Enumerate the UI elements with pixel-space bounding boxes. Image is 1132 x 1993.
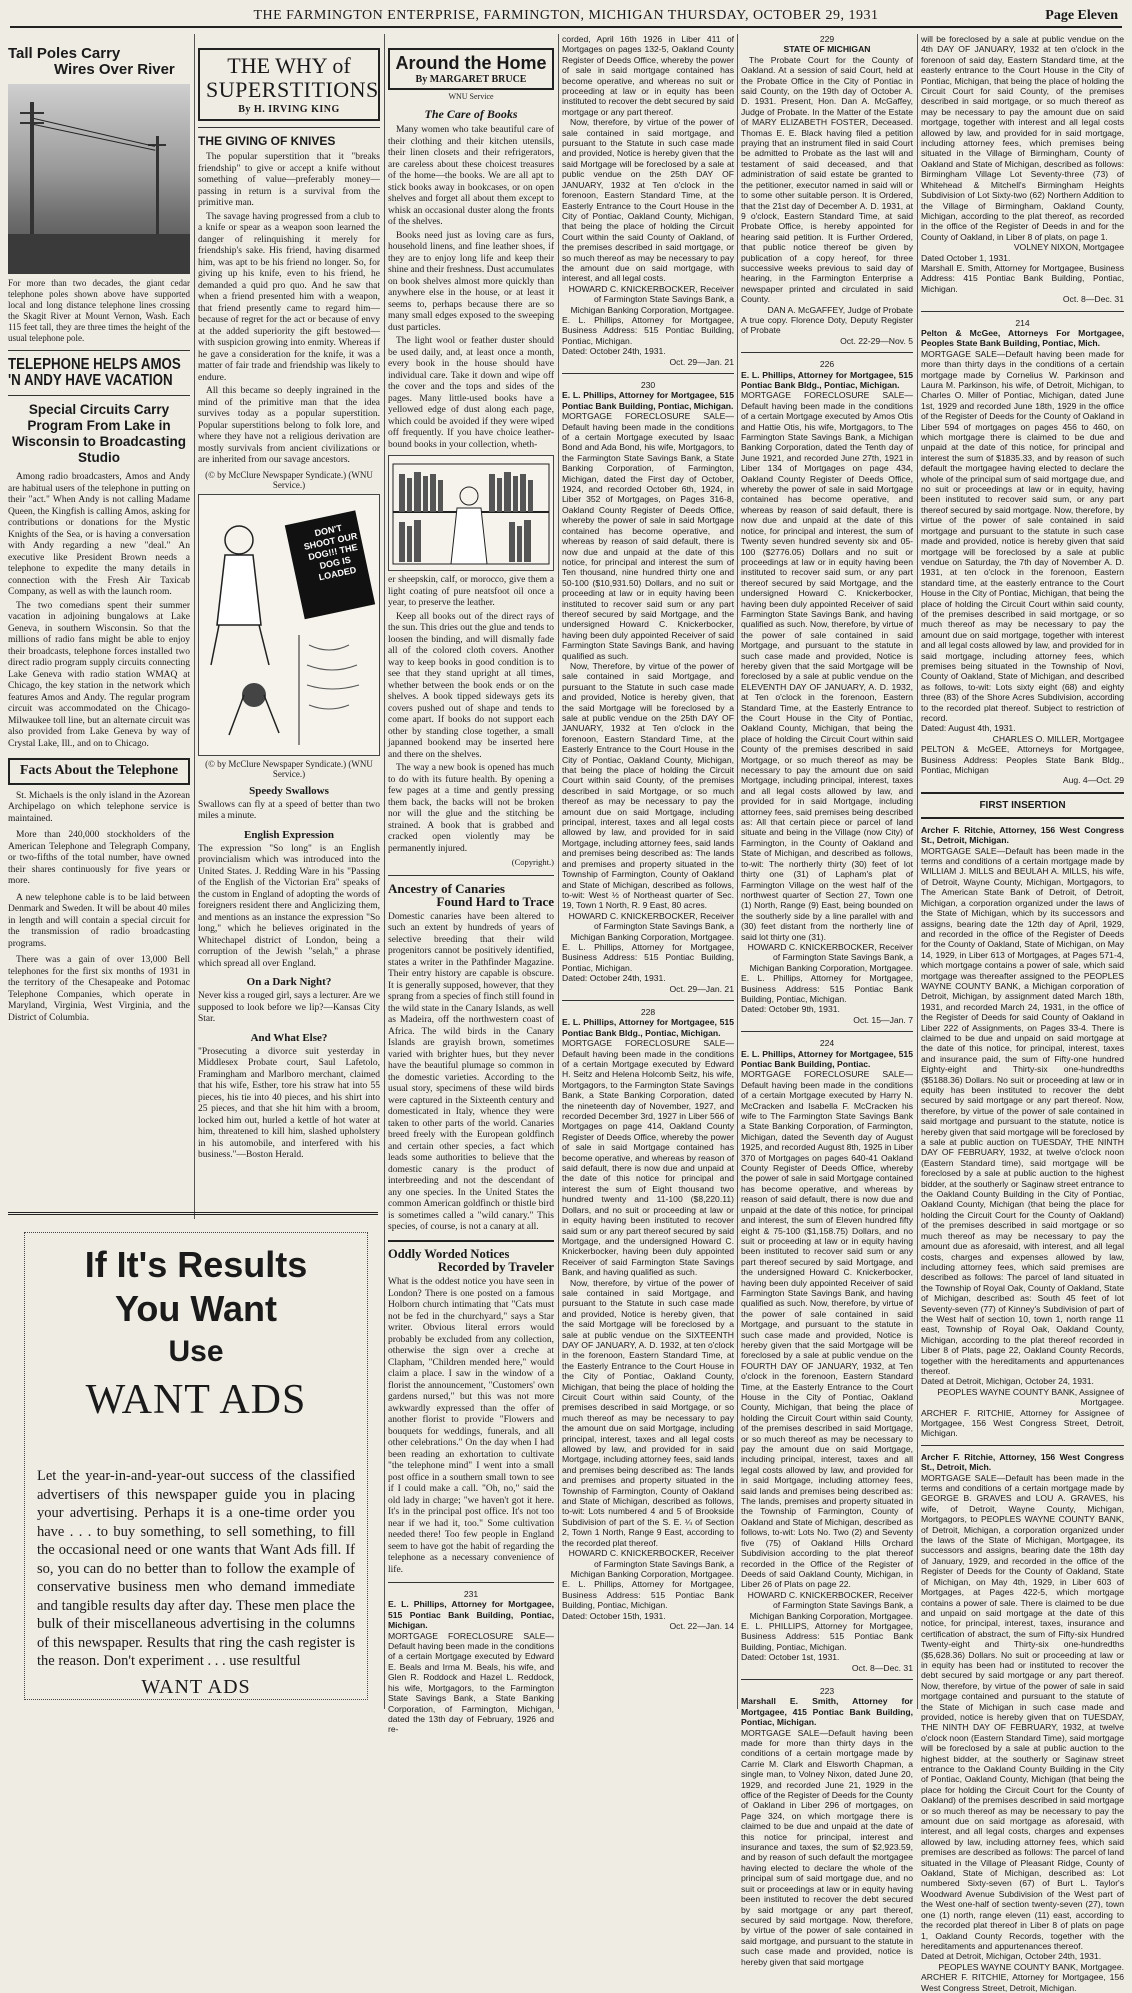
headline-line: Oddly Worded Notices [388, 1246, 510, 1261]
item-body: The expression "So long" is an English provincialism which was introduced into the United States. J. Redding Ware in his "Passing of the English of the Victorian Era" speaks of the custom in England of adopting the words of foreigners resident there and Anglicizing them, and mentions as an instance the expression "So long," which he believes originated in the Whitechapel district of London, being a corruption of the Jewish "selah," a phrase which spread all over England. [198, 843, 380, 969]
notice-date: Dated: October 15th, 1931. [562, 1610, 666, 1621]
headline-line: Ancestry of Canaries [388, 880, 505, 896]
item-title: English Expression [244, 828, 334, 841]
column-legal-notices-1 [562, 34, 734, 1704]
notice-number: 228 [640, 1006, 656, 1017]
amos-andy-body [8, 472, 190, 750]
notice-attorney: E. L. Phillips, Attorney for Mortgagee, 515 Pontiac Bank Building, Pontiac, Michigan. [388, 1599, 554, 1631]
item-title: On a Dark Night? [246, 976, 332, 988]
ad-headline: Use [168, 1335, 224, 1368]
notice-run-dates: Oct. 29—Jan. 21 [669, 983, 734, 994]
wire-icon [34, 124, 155, 151]
column-rule [194, 34, 195, 1219]
item-body: Swallows can fly at a speed of better than two miles a minute. [198, 799, 380, 821]
headline-line: Found Hard to Trace [436, 894, 554, 910]
notice-body: MORTGAGE SALE—Default having been made for more than thirty days in the conditions of a certain mortgage made by Cornelius W. Parkinson and Laura M. Parkinson, his wife, of Detroit, Michigan, to Charles O. Miller of Pontiac, Michigan, dated June 1st, 1929 and recorded June 18th, 1929 in the office of the Register of Deeds for the County of Oakland in Liber 594 of mortgages on pages 456 to 460, on which mortgage there is claimed to be due and unpaid at the date of this notice, for principal and interest the sum of $1835.33, and by reason of such default the mortgagee having elected to declare the whole of the principal sum of said mortgage due, and no suit or proceedings at law or in equity, having been instituted to recover said sum, or any part thereof secured by said mortgage. Now, therefore, by virtue of the power of sale contained in said mortgage and pursuant to the statute in such case made and provided, notice is hereby given that said mortgage will be foreclosed by a sale at public vendue on Saturday, the 7th day of November A. D. 1931, at ten o'clock in the forenoon, Eastern standard time, at the easterly entrance to the Court House in the City of Pontiac, Michigan, that being the place of holding the Circuit Court within said county, of the premises described in said mortgage, or so much thereof as may be necessary to pay the amount due on said mortgage, together with interest and all legal costs allowed by law, and provided for in said mortgage, including attorney fees, which premises being situated in the Township of Novi, County of Oakland, State of Michigan, and described as follows, to-wit: Lots sixty eight (68) and eighty three (83) of the Shore Acres Subdivision, according to the recorded plat thereof. Subject to restriction of record. [921, 348, 1124, 723]
item-body: Never kiss a rouged girl, says a lecturer. Are we supposed to look before we lip?—Kansas City Star. [198, 991, 380, 1024]
divider [198, 127, 380, 128]
notice-body: The Probate Court for the County of Oakland. At a session of said Court, held at the Probate Office in the City of Pontiac in said County, on the 19th day of October A. D. 1931. Present, Hon. Dan A. McGaffey, Judge of Probate. In the Matter of the Estate of MARY ELIZABETH FOSTER, Deceased. Thomas E. E. Black having filed a petition praying that an instrument filed in said Court be admitted to Probate as the last will and testament of said deceased, and that administration of said estate be granted to the petitioner, executor named in said will or to some other suitable person. It is Ordered, that the 21st day of December A. D. 1931, at 9 o'clock, Eastern Standard Time, at said Probate Office, is hereby appointed for hearing said petition. It is Further Ordered, that public notice thereof be given by publication of a copy hereof, for three successive weeks previous to said day of hearing, in the Farmington Enterprise a newspaper printed and circulated in said County. [741, 54, 913, 305]
paragraph: Books need just as loving care as furs, household linens, and fine leather shoes, if they are to enjoy long life and keep their shine and their freshness. Dust accumulates on book shelves almost more quickly than anywhere else in the house, or at least it seems to, perhaps because there are so many small edges exposed to the sweeping dust particles. [388, 230, 554, 333]
notice-attorney: E. L. Phillips, Attorney for Mortgagee, Business Address: 515 Pontiac Building, Pontiac, Michigan. [562, 314, 734, 346]
notice-attorney: E. L. Phillips, Attorney for Mortgagee, 515 Pontiac Bank Building, Pontiac. [741, 1048, 913, 1069]
notice-date: Dated: August 4th, 1931. [921, 723, 1016, 734]
bookshelf-icon [389, 456, 553, 572]
paragraph: The two comedians spent their summer vacation in adjoining bungalows at Lake Geneva, in southern Wisconsin. So that the millions of radio fans might be able to enjoy their broadcasts, telephone forces installed two direct radio program supply circuits connecting Lake Geneva with radio station WMAQ at Chicago, the key station in the network which features Amos and Andy. The regular program circuit was accommodated on the Chicago-Milwaukee toll line, but an alternate circuit was also provided from Lake Geneva by way of Crystal Lake, Ill., and on to Chicago. [8, 600, 190, 749]
notice-body: Now, Therefore, by virtue of the power of sale contained in said Mortgage, and pursuant to the Statute in such case made and provided, Notice is hereby given, that the said Mortgage will be foreclosed by a sale at public vendue on the 25th DAY OF JANUARY, 1932 at Ten o'clock in the forenoon, Eastern Standard Time, at the Easterly Entrance to the Court House in the City of Pontiac, Oakland County, Michigan, that being the place of holding the Circuit Court within said County, of the premises described in said Mortgage, or so much thereof as may be necessary to pay the amount due on said Mortgage, including principal, interest, taxes and all legal costs allowed by law, and provided for in said Mortgage, including attorney fees, said lands and premises being described as: The lands and premises and property situated in the Township of Farmington, County of Oakland and State of Michigan, described as follows, to-wit: West ½ of Northeast quarter of Sec. 19, Town 1 North, R. 9 East, 80 acres. [562, 660, 734, 911]
column-rule [384, 34, 385, 1709]
item-title: And What Else? [250, 1031, 328, 1044]
masthead [10, 6, 1122, 28]
notice-date: Dated: October 24th, 1931. [562, 973, 666, 984]
syndicate-credit: (© by McClure Newspaper Syndicate.) (WNU Service.) [205, 469, 373, 490]
item-title: Speedy Swallows [249, 784, 329, 797]
syndicate-credit: (© by McClure Newspaper Syndicate.) (WNU Service.) [205, 758, 373, 779]
feature-title: SUPERSTITIONS [206, 77, 379, 102]
notices-body: What is the oddest notice you have seen in London? There is one posted on a famous Holborn church intimating that "Cats must not be fed in the churchyard," says a Star writer. Obvious literal errors would probably be excluded from any collection, otherwise the sign over a creche at Clapham, "Children mended here," would claim a place. I saw in the window of a florist the announcement, "Customers' own gardens nursed," but this was not more awkwardly expressed than the offer of another florist to provide "Flowers and bouquets for weddings, funerals, and all other celebrations." On the day when I had been reading an exhortation to cultivate "the telephone mind" I went into a small post office in a southern small town to see if I could make a call. "Oh, no," said the old lady in charge; "we haven't got it here. It's in the principal post office. It's not too near if we had it, too." Some cultivation needed there! Too few people in England seem to have got the habit of regarding the telephone as a necessary convenience of life. [388, 1277, 554, 1575]
divider [562, 1000, 734, 1001]
paragraph: Keep all books out of the direct rays of the sun. This dries out the glue and tends to loosen the binding, and will dismally fade all of the colored cloth covers. Another way to keep books in good condition is to see that they stand upright at all times, whether between the book ends or on the shelves. A book tipped sideways gets its covers pushed out of shape and tends to come apart. If books do not support each other by standing close together, a small japanned bookend may be inserted here and there on the shelves. [388, 611, 554, 760]
notice-attorney: E. L. Phillips, Attorney for Mortgagee, 515 Pontiac Bank Bldg., Pontiac, Michigan. [741, 369, 913, 390]
ad-headline-want-ads: WANT ADS [85, 1377, 307, 1423]
first-insertion-label: FIRST INSERTION [979, 799, 1066, 811]
notice-attorney: E. L. PHILLIPS, Attorney for Mortgagee, Business Address: 515 Pontiac Bank Building, Pontiac, Michigan. [741, 1620, 913, 1652]
notice-run-dates: Oct. 8—Dec. 31 [1062, 294, 1124, 305]
notice-run-dates: Oct. 29—Jan. 21 [669, 356, 734, 367]
article-subhead: The Care of Books [424, 107, 518, 121]
notice-run-dates: Oct. 8—Dec. 31 [851, 1662, 913, 1673]
notice-number: 224 [819, 1038, 835, 1049]
notice-body: Now, therefore, by virtue of the power of sale contained in said mortgage, and pursuant to the Statute in such case made and provided, Notice is hereby given that the said Mortgage will be foreclosed by a sale at public vendue on the 25th DAY OF JANUARY, 1932 at Ten o'clock in the forenoon, Eastern Standard Time, at the Easterly Entrance to the Court House in the City of Pontiac, Oakland County, Michigan, that being the place of holding the Circuit Court within the said County of Oakland, of the premises described in said mortgage, or so much thereof as may be necessary to pay the amount due on said mortgage, with interest, and all legal costs. [562, 117, 734, 284]
amos-andy-deck: Special Circuits Carry Program From Lake in Wisconsin to Broadcasting Studio [12, 402, 186, 466]
divider [921, 817, 1124, 819]
byline: By MARGARET BRUCE [415, 74, 527, 85]
divider [741, 352, 913, 353]
notice-number: 231 [463, 1589, 479, 1600]
paragraph: All this became so deeply ingrained in the mind of the primitive man that the idea survives today as a popular superstition. Popular superstitions belong to folk lore, and where they have not a religious derivation are mostly survivals from ancient civilizations or are inherited from our savage ancestors. [198, 386, 380, 465]
notice-body: MORTGAGE FORECLOSURE SALE—Default having been made in the conditions of a certain Mortgage executed by Amos Otis and Hattie Otis, his wife, Mortgagors, to The Farmington State Savings Bank, a Michigan Banking Corporation, dated the Tenth day of June 1921, and recorded June 27th, 1921 in Liber 134 of Mortgages on page 434, Oakland County Register of Deeds Office, whereby the power of sale in said Mortgage contained has become operative, and whereas by reason of said default, there is now due and unpaid at the date of this notice, for principal and interest, the sum of Twenty seven hundred seventy six and 05-100 ($2776.05) Dollars and no suit or proceedings at law or in equity having been instituted to recover said sum, or any part thereof secured by said Mortgage, and the undersigned Howard C. Knickerbocker, having been duly appointed Receiver of said Farmington State Savings Bank, and having qualified as such. Now, therefore, by virtue of the power of sale contained in said Mortgage, and pursuant to the statute in such case made and provided, Notice is hereby given that the said Mortgage will be foreclosed by a sale at public vendue on the ELEVENTH DAY OF JANUARY, A. D. 1932, at Ten o'clock in the forenoon, Eastern Standard Time, at the Easterly Entrance to the Court House in the City of Pontiac, Oakland County, Michigan, that being the place of holding the Circuit Court within said County of the premises described in said Mortgage, or so much thereof as may be necessary to pay the amount due on said Mortgage, including principal, interest, taxes and all legal costs allowed by law, and provided for in said Mortgage, including attorney fees, said premises being described as: All that certain piece or parcel of land situate and being in the Village (now City) of Farmington, in the County of Oakland and State of Michigan, and described as follows, to-wit: The northerly thirty (30) feet of lot thirty one (31) of Lapham's plat of Farmington Village on the west half of the northwest quarter of Section 27, Town one (1) North, Range (9) East, being bounded on the southerly side by a line parallel with and (30) feet distant from the northerly line of said lot thirty one (31). [741, 390, 913, 942]
notice-run-dates: Oct. 22—Jan. 14 [669, 1620, 734, 1631]
divider [8, 395, 190, 396]
fact-item: St. Michaels is the only island in the Azorean Archipelago on which telephone service is maintained. [8, 790, 190, 824]
notice-body: MORTGAGE FORECLOSURE SALE—Default having been made in the conditions of a certain Mortgage executed by Harry N. McCracken and Isabella F. McCracken his wife to The Farmington State Savings Bank a State Banking Corporation, of Farmington, Michigan, dated the Seventh day of August 1925, and recorded August 8th, 1925 in Liber 370 of Mortgages on pages 640-41 Oakland County Register of Deeds Office, whereby the power of sale in said Mortgage contained has become operative, and whereas by reason of said default, there is now due and unpaid at the date of this notice, for principal and interest, the sum of Eleven hundred fifty eight & 75-100 ($1,158.75) Dollars, and no suit or proceeding at law or in equity having been instituted to recover said sum or any part thereof secured by said Mortgage, and the undersigned Howard C. Knickerbocker, having been duly appointed Receiver of said Farmington State Savings Bank, and having qualified as such. Now, therefore, by virtue of the power of sale contained in said Mortgage, and pursuant to the statute in such case made and provided, Notice is hereby given that the said Mortgage will be foreclosed by a sale at public vendue on the FOURTH DAY OF JANUARY, 1932, at Ten o'clock in the forenoon, Eastern Standard Time, at the Easterly Entrance to the Court House in the City of Pontiac, Oakland County, Michigan, that being the place of holding the Circuit Court within said County, of the premises described in said Mortgage, or so much thereof as may be necessary to pay the amount due on said Mortgage, including principal, interest, taxes and all legal costs allowed by law, and provided for in said Mortgage, including attorney fees, said lands and premises being described as: The lands, premises and property situated in the Township of Farmington, County of Oakland and State of Michigan, described as follows, to-wit: Lots No. Two (2) and Seventy five (75) of Oakland Hills Orchard Subdivision according to the plat thereof recorded in the Office of the Register of Deeds of said Oakland County, Michigan, in Liber 26 of Plats on page 22. [741, 1069, 914, 1590]
notice-signature: HOWARD C. KNICKERBOCKER, Receiver of Farmington State Savings Bank, a Michigan Banking Corporation, Mortgagee. [747, 941, 913, 973]
headline-amos-andy [8, 357, 190, 390]
divider [388, 1582, 554, 1583]
divider [921, 792, 1124, 794]
facts-list [8, 791, 190, 1025]
notice-body: MORTGAGE SALE—Default has been made in the terms and conditions of a certain mortgage made by GEORGE B. GRAVES and LOU A. GRAVES, his wife, of Detroit, Wayne County, Michigan, Mortgagors, to PEOPLES WAYNE COUNTY BANK, of Detroit, Michigan, a corporation organized under the laws of the State of Michigan, Mortgagee, its successors and assigns, bearing date the 18th day of January, 1929, and recorded in the office of the Register of Deeds for the County of Oakland, State of Michigan, on May 4th, 1929, in Liber 603 of Mortgages, at Pages 422-5, which mortgage contains a power of sale. There is claimed to be due and unpaid on said mortgage at the date of this notice, for principal, interest, taxes, insurance and certification of abstract, the sum of Fifty-six Hundred Twenty-eight and Thirty-six one-hundredths ($5,628.36) Dollars. No suit or proceeding at law or in equity has been had or instituted to recover the debt secured by said mortgage or any part thereof. Now, therefore, by virtue of the power of sale in said mortgage contained and pursuant to the statute of the State of Michigan in such case made and provided, notice is hereby given that on TUESDAY, THE NINTH DAY OF FEBRUARY, 1932, at twelve o'clock noon (Eastern Standard Time), said mortgage will be foreclosed by a sale at public auction to the highest bidder, at the southerly or Saginaw street entrance to the Oakland County Building in the City of Pontiac, Oakland County, Michigan (that being the place for holding the Circuit Court for the County of Oakland) of the premises described in said mortgage or so much thereof as may be necessary to pay the amount due on said mortgage as aforesaid, with interest, and all legal costs, charges and expenses allowed by law, including attorney fees, which said premises are described as follows: The parcel of land situated in the Village of Pleasant Ridge, County of Oakland, State of Michigan, described as: Lot numbered Sixty-seven (67) of Burt L. Taylor's Woodward Avenue Subdivision of the West part of the West one-half of section twenty-seven (27), town one (1) north, range eleven (11) east, according to the recorded plat thereof in Liber 8 of plats on page 1, Oakland County Records, together with the hereditaments and appurtenances thereof. [921, 1472, 1124, 1951]
copyright: (Copyright.) [511, 857, 554, 867]
notice-body: will be foreclosed by a sale at public vendue on the 4th DAY OF JANUARY, 1932 at ten o'clock in the forenoon of said day, Eastern Standard time, at the easterly entrance to the Court House in the City of Pontiac, Michigan, that being the place of holding the Circuit Court for said County, of the premises described in said mortgage, or so much thereof as may be necessary to pay the amount due on said mortgage, together with interest and all legal costs allowed by law, and provided for in said mortgage, including attorney fees, which premises being situated in the Village of Birmingham, County of Oakland and State of Michigan, described as follows: Birmingham Village Lot Seventy-three (73) of Whitehead & Mitchell's Birmingham Heights Subdivision of Lot Sixty-two (62) Northern Addition to the Village of Birmingham, Oakland County, Michigan, according to the plat thereof, as recorded in the office of the Register of Deeds in and for the County of Oakland, in Liber 8 of plats, on page 1. [921, 34, 1124, 242]
divider [8, 1212, 378, 1215]
paragraph: The way a new book is opened has much to do with its future health. By opening a few pages at a time and gently pressing them back, the backs will not be broken nor will the glue and the stitching be strained. A book that is grabbed and cracked open violently may be permanently injured. [388, 763, 554, 854]
notice-date: Dated: October 24th, 1931. [562, 346, 666, 357]
river-bank [8, 234, 190, 274]
notice-date: Dated at Detroit, Michigan, October 24, 1931. [921, 1376, 1094, 1387]
notice-signature: VOLNEY NIXON, Mortgagee [1013, 242, 1124, 253]
telephone-poles-photo [8, 84, 190, 274]
notice-run-dates: Oct. 22-29—Nov. 5 [840, 335, 913, 346]
care-books-body [388, 125, 554, 451]
article-subhead: THE GIVING OF KNIVES [198, 134, 336, 148]
notice-attorney: E. L. Phillips, Attorney for Mortgagee, 515 Pontiac Bank Bldg., Pontiac, Michigan. [562, 1017, 734, 1038]
masthead-title: THE FARMINGTON ENTERPRISE, FARMINGTON, MICHIGAN THURSDAY, OCTOBER 29, 1931 [253, 8, 879, 23]
notice-date: Dated: October 9th, 1931. [741, 1004, 840, 1015]
item-body: "Prosecuting a divorce suit yesterday in Middlesex Probate court, Saul Lafetolo, Framingham and Marlboro merchant, claimed that his wife, Esther, tore his straw hat into 55 pieces, his tie into 40 pieces, and his shirt into 25 pieces, and that she hit him with a broom, locked him out, hurled a kettle of hot water at him, threatened to kill him, slashed upholstery in his automobile, and interfered with his business."—Boston Herald. [198, 1046, 380, 1160]
superstitions-header [198, 48, 380, 121]
paragraph: The light wool or feather duster should be used daily, and, at least once a month, every book in the house should have individual care. Take it down and wipe off the cover and the tops and sides of the pages. Many little-used books have a yellowed edge of dust along each page, which could be avoided if they were wiped off frequently. If you have choice leather-bound books in your collection, wheth- [388, 336, 554, 450]
headline-line: 'N ANDY HAVE VACATION [8, 371, 173, 389]
bookshelf-illustration [388, 455, 554, 571]
notice-run-dates: Aug. 4—Oct. 29 [1062, 775, 1124, 786]
notice-copy: A true copy. Florence Doty, Deputy Register of Probate [741, 314, 913, 336]
notice-body: MORTGAGE FORECLOSURE SALE—Default having been made in the conditions of a certain Mortgage executed by Edward E. Beals and Irma M. Beals, his wife, and Glen R. Roddock and Hazel L. Reddock, his wife, Mortgagors, to the Farmington State Savings Bank, a State Banking Corporation, of Farmington, Michigan, dated the 13th day of February, 1926 and re- [388, 1630, 554, 1735]
column-telephone [8, 34, 190, 1214]
notice-run-dates: Oct. 15—Jan. 7 [853, 1014, 913, 1025]
divider [388, 1240, 554, 1242]
paragraph: Among radio broadcasters, Amos and Andy are habitual users of the telephone in putting on their "act." When Andy is not calling Madame Queen, the Kingfish is calling Amos, asking for contributions or donations for the Mystic Knights of the Sea, or is having a conversation with Andy regarding a new "deal." An executive like President Brown needs a telephone to expedite the many details in connection with the Fresh Air Taxicab Company, as well as with the launch room. [8, 472, 190, 598]
divider [8, 350, 190, 351]
notice-attorney: Archer F. Ritchie, Attorney, 156 West Congress St., Detroit, Mich. [921, 1451, 1124, 1473]
headline-line: Recorded by Traveler [437, 1259, 554, 1274]
ad-body: Let the year-in-and-year-out success of the classified advertisers of this newspaper guide you in placing your advertising. Perhaps it is a one-time order you have . . . to buy something, to sell something, to fill the occasional need or one wants that Want Ads fill. If so, you can do no better than to follow the example of conservative business men who demand immediate and tangible results day after day. These men place the bulk of their miscellaneous advertising in the columns of this newspaper. Results that ring the cash register is the reason. Don't experiment . . . use resultful [37, 1468, 355, 1669]
divider [562, 373, 734, 374]
paragraph: Many women who take beautiful care of their clothing and their kitchen utensils, their linen closets and their refrigerators, are careless about these choicest treasures of the home—the books. We are all apt to stick books away in bookcases, or on open shelves and forget all about them except to whisk an occasional duster along the fronts of the shelves. [388, 125, 554, 227]
notice-number: 223 [819, 1685, 835, 1696]
notice-attorney: ARCHER F. RITCHIE, Attorney for Mortgagee, 156 West Congress Street, Detroit, Michigan. [921, 1972, 1124, 1993]
notice-number: 229 [819, 34, 835, 44]
cartoon-illustration [198, 494, 380, 756]
headline-line: Wires Over River [54, 60, 175, 78]
divider [741, 1031, 913, 1032]
column-superstitions [198, 34, 380, 1214]
byline: By H. IRVING KING [238, 104, 340, 115]
feature-title: THE WHY of [227, 53, 351, 78]
wire-icon [34, 118, 155, 147]
notice-body: MORTGAGE SALE—Default has been made in the terms and conditions of a certain mortgage made by WILLIAM J. MILLS and BEULAH A. MILLS, his wife, of Detroit, Wayne County, Michigan, Mortgagors, to The American State Bank of Detroit, of Detroit, Michigan, a corporation organized under the laws of the State of Michigan, which by its successors and assigns, bearing date the 12th day of April, 1929, and recorded in the office of the Register of Deeds for the County of Oakland, State of Michigan, on May 14, 1929, in Liber 613 of Mortgages, at Pages 571-4, which mortgage contains a power of sale, which said mortgage was thereafter assigned to the PEOPLES WAYNE COUNTY BANK, a Michigan corporation of Detroit, Michigan, by assignment dated March 18th, 1931, and recorded March 24, 1931, in the office of the Register of Deeds for said County of Oakland in Liber 222 of Assignments, on Pages 33-4. There is claimed to be due and unpaid on said mortgage at the date of this notice, for principal, interest, taxes and insurance paid, the sum of Fifty-one hundred Eighty-eight and Thirty-six one-hundredths ($5188.36) Dollars. No suit or proceeding at law or in equity has been instituted to recover the debt secured by said mortgage or any part thereof. Now, therefore, by virtue of the power of sale contained in said mortgage and pursuant to the statute, notice is hereby given that said mortgage will be foreclosed by a sale at public auction on TUESDAY, THE NINTH DAY OF FEBRUARY, 1932, at twelve o'clock noon (Eastern Standard time), said mortgage will be foreclosed by a sale at public auction to the highest bidder, at the southerly or Saginaw street entrance to the Oakland County Building in the City of Pontiac, Oakland County, Michigan (that being the place for holding the Circuit Court for the County of Oakland) of the premises described in said mortgage or so much thereof as may be necessary to pay the amount due as aforesaid, with interest, and all legal costs, charges and expenses allowed by law, including attorney fees, which said premises are described as follows: The parcel of land situated in the Township of Royal Oak, County of Oakland, State of Michigan, described as: South 45 feet of lot Seventy-seven (77) of Kinney's Subdivision of part of the West half of section 10, town 1, north range 11 east, Township of Royal Oak, Oakland County, Michigan, according to the plat thereof recorded in Liber 8 of Plats, page 22, Oakland County Records, together with the hereditaments and appurtenances thereof. [921, 845, 1124, 1376]
divider [921, 1445, 1124, 1446]
notice-body: Now, therefore, by virtue of the power of sale contained in said Mortgage, and pursuant to the Statute in such case made and provided, Notice is hereby given, that the said Mortgage will be foreclosed by a sale at public vendue on the SIXTEENTH DAY OF JANUARY, A. D. 1932, at ten o'clock in the forenoon, Eastern Standard Time, at the Easterly Entrance to the Court House in the City of Pontiac, Oakland County, Michigan, that being the place of holding the Circuit Court within said County, of the premises described in said Mortgage, or so much thereof as may be necessary to pay the amount due on said Mortgage, including principal, interest, taxes and all legal costs allowed by law, and provided for in said Mortgage, including attorney fees, said lands and premises being described as: The lands and premises and property situated in the Township of Farmington, County of Oakland and State of Michigan, described as follows, to-wit: Lots numbered 4 and 5 of Brookside Subdivision of part of the S. E. ¼ of Section 2, Town 1 North, Range 9 East, according to the recorded plat thereof. [562, 1277, 735, 1548]
column-around-home [388, 34, 554, 1735]
notice-date: Dated: October 1st, 1931. [741, 1652, 840, 1663]
paragraph: er sheepskin, calf, or morocco, give them a light coating of pure neatsfoot oil once a year, to preserve the leather. [388, 575, 554, 608]
notice-attorney: E. L. Phillips, Attorney for Mortgagee, Business Address: 515 Pontiac Building, Pontiac, Michigan. [562, 941, 734, 973]
notice-signature: PEOPLES WAYNE COUNTY BANK, Mortgagee. [938, 1961, 1124, 1972]
notice-attorney: Pelton & McGee, Attorneys For Mortgagee, Peoples State Bank Building, Pontiac, Mich. [921, 327, 1124, 349]
notice-signature: HOWARD C. KNICKERBOCKER, Receiver of Farmington State Savings Bank, a Michigan Banking Corporation, Mortgagee. [568, 910, 734, 942]
notice-signature: PEOPLES WAYNE COUNTY BANK, Assignee of Mortgagee. [937, 1386, 1124, 1408]
notice-date: Dated October 1, 1931. [921, 252, 1011, 263]
column-rule [558, 34, 559, 1709]
divider [741, 1679, 913, 1680]
ad-footer: WANT ADS [141, 1675, 251, 1698]
column-legal-notices-2 [741, 34, 914, 1967]
photo-caption: For more than two decades, the giant cedar telephone poles shown above have supported local and long distance telephone lines crossing the Skagit River at Mount Vernon, Wash. Each 115 feet tall, they are three times the height of the usual telephone pole. [8, 277, 190, 343]
notice-number: 214 [1015, 317, 1030, 328]
headline-tall-poles [8, 46, 190, 78]
fact-item: There was a gain of over 13,000 Bell telephones for the first six months of 1931 in the territory of the Chesapeake and Potomac Telephone Companies, which operate in Maryland, Virginia, West Virginia, and the District of Columbia. [8, 955, 190, 1023]
notice-body: MORTGAGE SALE—Default having been made for more than thirty days in the conditions of a certain mortgage made by Carrie M. Clark and Elsworth Chapman, a single man, to Volney Nixon, dated June 20, 1929, and recorded June 21, 1929 in the office of the Register of Deeds for the County of Oakland in Liber 296 of mortgages, on Page 324, on which mortgage there is claimed to be due and unpaid at the date of this notice for principal, interest and insurance and taxes, the sum of $2,923.59, and by reason of such default the mortgagee having elected to declare the whole of the principal sum of said mortgage due, and no suit or proceedings at law or in equity having been instituted to recover the debt secured by said mortgage or any part thereof, secured by said mortgage. Now, therefore, by virtue of the power of sale contained in said mortgage, and pursuant to the statute in such case made and provided, notice is hereby given that said mortgage [741, 1727, 913, 1967]
column-legal-notices-3 [921, 34, 1124, 1993]
column-rule [737, 34, 738, 1709]
care-books-body-cont [388, 575, 554, 869]
ad-headline: If It's Results [84, 1244, 308, 1285]
fact-item: A new telephone cable is to be laid between Denmark and Sweden. It will be about 40 miles in length and will contain a special circuit for the transmission of radio broadcasting programs. [8, 892, 190, 949]
notice-attorney: Marshall E. Smith, Attorney for Mortgagee, Business Address: 415 Pontiac Bank Building, Pontiac, Michigan. [921, 262, 1124, 294]
notice-attorney: ARCHER F. RITCHIE, Attorney for Assignee of Mortgagee, 156 West Congress Street, Detroit, Michigan. [921, 1407, 1124, 1439]
headline-line: Tall Poles Carry [8, 45, 121, 62]
notice-attorney: PELTON & McGEE, Attorneys for Mortgagee, Business Address: Peoples State Bank Bldg., Pontiac, Michigan [921, 744, 1124, 776]
notice-signature: HOWARD C. KNICKERBOCKER, Receiver of Farmington State Savings Bank, a Michigan Banking Corporation, Mortgagee. [568, 1548, 734, 1579]
want-ads-advertisement [24, 1232, 368, 1700]
column-rule [917, 34, 918, 1709]
cartoon-sign-text: DON'T SHOOT OUR DOG!!! THE DOG IS LOADED [302, 522, 359, 582]
crossarm-icon [20, 122, 44, 124]
notice-number: 226 [819, 359, 835, 370]
superstition-body [198, 152, 380, 467]
service-credit: WNU Service [448, 92, 494, 101]
paragraph: The savage having progressed from a club to a knife or spear as a weapon soon learned the danger of relinquishing it merely for friendship's sake. His friend, having disarmed him, was apt to be his friend no longer. So, for giving up his knife, even to his friend, he demanded a quid pro quo. And he saw that when a friend presented him with a weapon, that friend presently came to regard him—because of regret for the act or because of envy at the added superiority the gift bestowed—with suspicion growing into enmity. Whereas if he gave a consideration for the knife, it was a matter of fair trade and friendship was likely to endure. [198, 211, 380, 383]
canaries-body: Domestic canaries have been altered to such an extent by hundreds of years of selective breeding that their wild progenitors cannot be positively identified, states a writer in the Pathfinder Magazine. Their entry history are capable is obscure. It is generally supposed, however, that they sprang from a species of finch still found in the wild state in the Canary Islands, as well as Madeira, off the northwestern coast of Africa. The wild birds in the Canary Islands are grayish brown, sometimes varied with brighter hues, but they never have the beautiful plumage so common in the domestic varieties. According to the usual story, specimens of these wild birds were captured in the Sixteenth century and domesticated in Italy, whence they were taken to other parts of the world. Canaries breed freely with the European goldfinch and certain other species, a fact which leads some authorities to believe that the domestic canary is the product of interbreeding and not the descendant of any one species. In the United States the common American goldfinch or thistle bird is sometimes called a "wild canary." This species, of course, is not a canary at all. [388, 911, 554, 1233]
ad-headline: You Want [115, 1288, 277, 1329]
crossarm-icon [20, 112, 44, 114]
notice-attorney: E. L. Phillips, Attorney for Mortgagee, 515 Pontiac Bank Building, Pontiac, Michigan. [562, 390, 734, 411]
feature-title: Around the Home [395, 53, 547, 73]
notice-attorney: Archer F. Ritchie, Attorney, 156 West Congress St., Detroit, Michigan. [921, 824, 1124, 846]
page-number: Page Eleven [1045, 8, 1118, 23]
around-home-header [388, 48, 554, 90]
divider [388, 875, 554, 876]
paragraph: The popular superstition that it "breaks friendship" to give or accept a knife without something of value—preferably money—passing in return is a survival from the primitive man. [198, 152, 380, 208]
notice-body: MORTGAGE FORECLOSURE SALE—Default having been made in the conditions of a certain Mortgage executed by Edward H. Seitz and Helena Holcomb Seitz, his wife, Mortgagors, to the Farmington State Savings Bank, a State Banking Corporation, dated the nineteenth day of November, 1927, and recorded December 3rd, 1927 in Liber 566 of Mortgages on page 414, Oakland County Register of Deeds Office, whereby the power of sale in said Mortgage contained has become operative, and whereas by reason of said default, there is now due and unpaid at the date of this notice for principal and interest the sum of Eight thousand two hundred twenty and 11-100 ($8,220.11) Dollars, and no suit or proceeding at law or in equity having been instituted to recover said sum or any part thereof secured by said Mortgage, and the undersigned Howard C. Knickerbocker, having been duly appointed Receiver of said Farmington State Savings Bank, and having qualified as such. [562, 1038, 734, 1278]
notice-title: STATE OF MICHIGAN [783, 44, 871, 55]
divider [921, 311, 1124, 312]
notice-attorney: E. L. Phillips, Attorney for Mortgagee, Business Address: 515 Pontiac Bank Building, Pontiac, Michigan. [741, 973, 913, 1004]
notice-date: Dated at Detroit, Michigan, October 24th, 1931. [921, 1951, 1102, 1962]
notice-signature: CHARLES O. MILLER, Mortgagee [992, 733, 1124, 744]
facts-title: Facts About the Telephone [19, 763, 179, 779]
canaries-headline [388, 882, 554, 909]
fact-item: More than 240,000 stockholders of the American Telephone and Telegraph Company, or two-fifths of the total number, have owned their shares continuously for five years or more. [8, 830, 190, 887]
notice-attorney: E. L. Phillips, Attorney for Mortgagee, Business Address: 515 Pontiac Bank Building, Pontiac, Michigan. [562, 1579, 734, 1611]
facts-box [8, 758, 190, 785]
notice-signature: DAN A. McGAFFEY, Judge of Probate [767, 304, 913, 315]
notice-body: MORTGAGE FORECLOSURE SALE—Default having been made in the conditions of a certain Mortgage executed by Isaac Bond and Ada Bond, his wife, Mortgagors, to the Farmington State Savings Bank, a State Banking Corporation, of Farmington, Michigan, dated the First day of October, 1924, and recorded October 6th, 1924, in Liber 352 of Mortgages, on Pages 316-8, Oakland County Register of Deeds Office, whereby the power of sale in said Mortgage contained has become operative, and whereas by reason of said default, there is now due and unpaid at the date of this notice, for principal and interest the sum of Ten thousand, nine hundred thirty one and 50-100 ($10,931.50) Dollars, and no suit or proceeding at law or in equity having been instituted to recover said sum or any part thereof secured by said Mortgage, and the undersigned Howard C. Knickerbocker, having been duly appointed Receiver of said Farmington State Savings Bank, and having qualified as such. [562, 411, 734, 661]
notices-headline [388, 1248, 554, 1274]
headline-line: TELEPHONE HELPS AMOS [8, 355, 181, 373]
notice-number: 230 [640, 380, 656, 390]
notice-attorney: Marshall E. Smith, Attorney for Mortgagee, 415 Pontiac Bank Building, Pontiac, Michigan. [741, 1696, 913, 1728]
notice-body: corded, April 16th 1926 in Liber 411 of Mortgages on pages 132-5, Oakland County Register of Deeds Office, whereby the power of sale in said mortgage contained has become operative, and whereas no suit or proceeding at law or in equity has been instituted to recover the debt secured by said mortgage or any part thereof. [562, 34, 734, 117]
notice-signature: HOWARD C. KNICKERBOCKER, Receiver of Farmington State Savings Bank, a Michigan Banking Corporation, Mortgagee. [568, 283, 734, 315]
notice-signature: HOWARD C. KNICKERBOCKER, Receiver of Farmington State Savings Bank, a Michigan Banking Corporation, Mortgagee. [747, 1589, 913, 1621]
